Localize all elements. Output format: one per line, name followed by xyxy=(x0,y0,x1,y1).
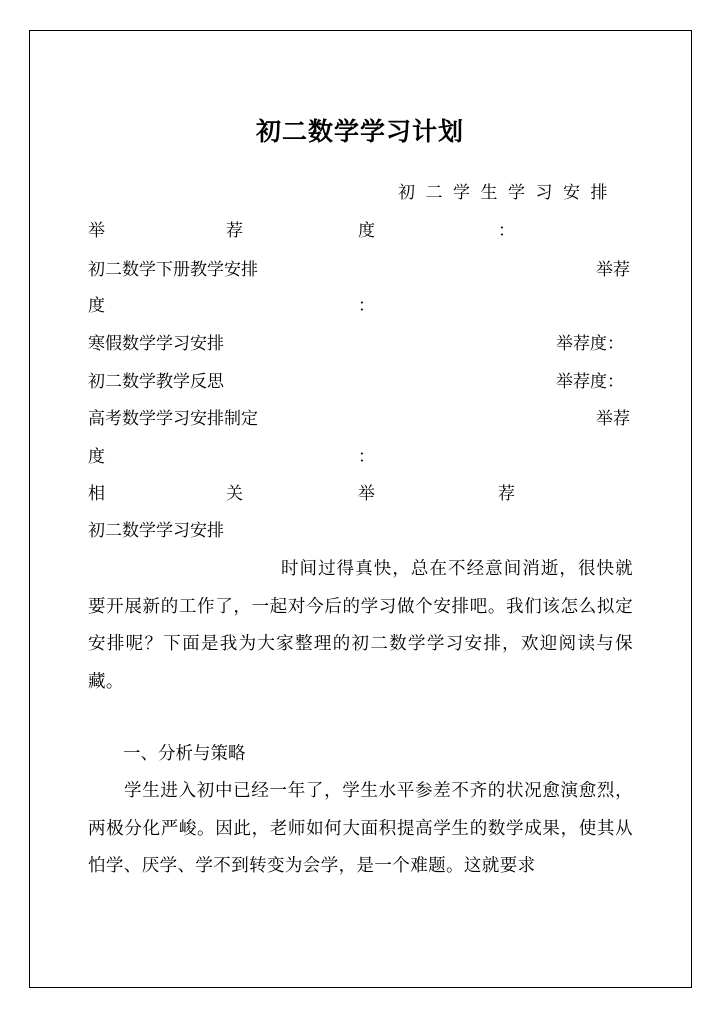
link-math-lower-semester-plan[interactable]: 初二数学下册教学安排 xyxy=(88,260,258,280)
section-heading: 一、分析与策略 xyxy=(123,744,246,764)
spread-char: 举 xyxy=(88,221,105,241)
spread-char: 荐 xyxy=(498,484,515,504)
body-paragraph: 学生进入初中已经一年了，学生水平参差不齐的状况愈演愈烈，两极分化严峻。因此，老师如何大面积提高学生的数学成果，使其从怕学、厌学、学不到转变为会学，是一个难题。这就要求 xyxy=(88,781,633,876)
recommend-label-cont: 度 xyxy=(88,296,105,316)
article-heading: 初二数学学习安排 xyxy=(88,521,224,541)
spread-label xyxy=(88,220,378,242)
link-math-teaching-reflection[interactable]: 初二数学教学反思 xyxy=(88,372,224,392)
related-recommendations-heading xyxy=(88,483,518,511)
spread-label xyxy=(88,483,518,505)
link-winter-break-math-plan[interactable]: 寒假数学学习安排 xyxy=(88,334,224,354)
recommend-colon: ： xyxy=(358,296,375,316)
recommend-label: 举荐 xyxy=(596,260,630,280)
intro-paragraph: 时间过得真快，总在不经意间消逝，很快就要开展新的工作了，一起对今后的学习做个安排吧。我们该怎么拟定安排呢？下面是我为大家整理的初二数学学习安排，欢迎阅读与保藏。 xyxy=(88,559,633,692)
recommend-row-colon: ： xyxy=(498,221,515,241)
recommend-row-label xyxy=(88,220,378,248)
recommend-label-cont: 度 xyxy=(88,447,105,467)
recommend-label: 举荐 xyxy=(596,409,630,429)
spread-char: 度 xyxy=(358,221,375,241)
spread-char: 举 xyxy=(358,484,375,504)
spread-char: 关 xyxy=(226,484,243,504)
spread-char: 相 xyxy=(88,484,105,504)
recommend-colon: ： xyxy=(358,447,375,467)
spread-char: 荐 xyxy=(226,221,243,241)
recommend-label: 举荐度： xyxy=(556,334,624,354)
recommend-label: 举荐度： xyxy=(556,372,624,392)
document-title: 初二数学学习计划 xyxy=(255,117,464,146)
link-gaokao-math-plan[interactable]: 高考数学学习安排制定 xyxy=(88,409,258,429)
document-subtitle: 初二学生学习安排 xyxy=(398,183,618,203)
